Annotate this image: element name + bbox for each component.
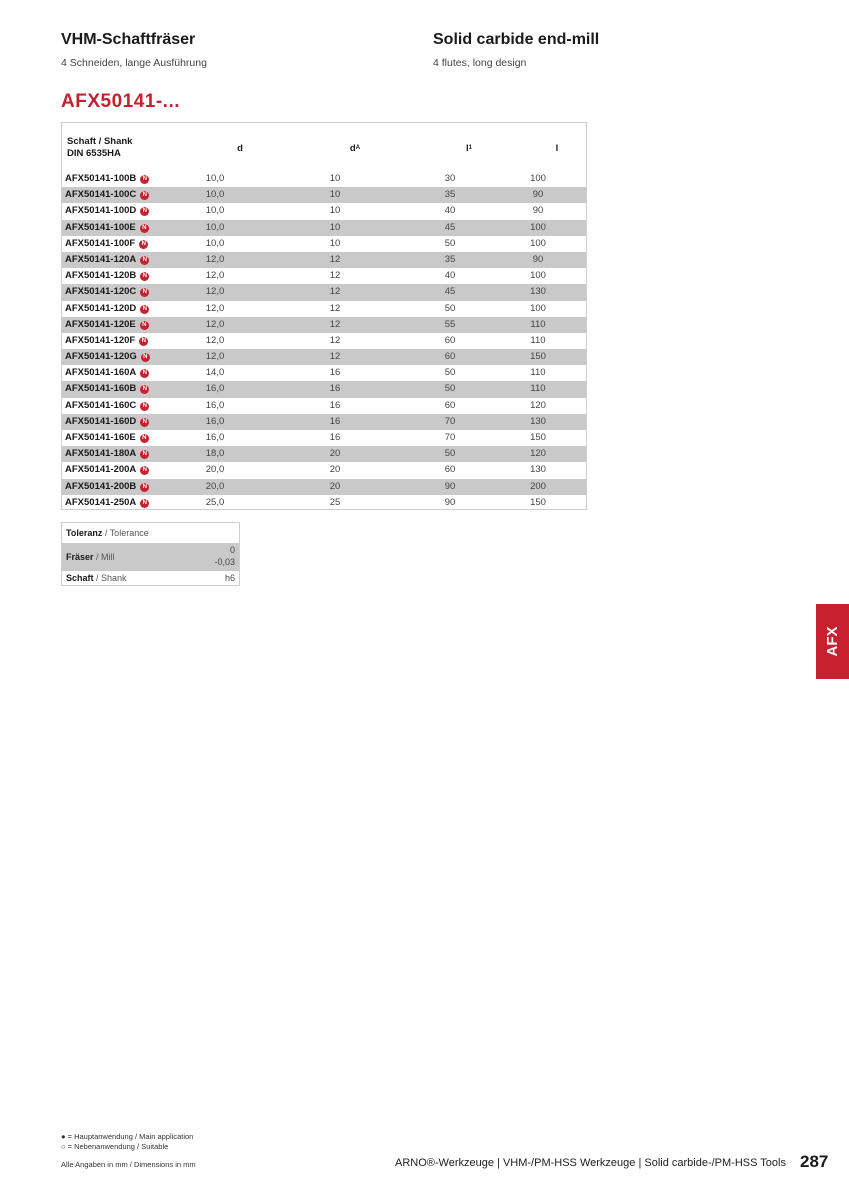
header-l1: [449, 123, 489, 173]
tolerance-shank-de: Schaft: [66, 573, 94, 583]
tolerance-mill-upper: 0: [229, 545, 235, 555]
row-d: 25,0: [205, 496, 225, 508]
row-l: 150: [530, 432, 546, 443]
row-name-text: AFX50141-120F: [65, 334, 136, 346]
row-l: 90: [532, 253, 544, 265]
material-n-icon: N: [140, 256, 149, 265]
material-n-icon: N: [140, 321, 149, 330]
row-dA: 10: [329, 221, 341, 233]
material-n-icon: N: [141, 353, 150, 362]
table-body: [62, 171, 586, 511]
row-name: [65, 400, 149, 411]
row-l: 100: [530, 173, 546, 184]
row-l: 130: [530, 415, 546, 427]
row-d: 10,0: [205, 205, 225, 217]
row-d: 12,0: [205, 253, 225, 265]
material-n-icon: N: [140, 499, 149, 508]
row-l1: 60: [444, 334, 456, 346]
row-name-text: AFX50141-180A: [65, 448, 137, 460]
row-l: 120: [530, 448, 546, 460]
row-d: 16,0: [205, 432, 225, 443]
side-tab-label: AFX: [824, 626, 841, 657]
row-name: [65, 189, 149, 200]
tolerance-mill-de: Fräser: [66, 552, 94, 562]
row-l1: 50: [444, 302, 456, 314]
row-name: [65, 416, 149, 427]
row-d: 10,0: [205, 221, 225, 233]
row-d: 14,0: [205, 367, 225, 379]
row-name-text: AFX50141-120G: [65, 351, 137, 363]
tolerance-title-de: Toleranz: [66, 528, 103, 538]
row-dA: 10: [329, 205, 341, 217]
row-d: 20,0: [205, 480, 225, 492]
row-dA: 16: [329, 432, 341, 443]
row-dA: 12: [329, 351, 341, 363]
row-l: 110: [530, 367, 546, 379]
row-d: 10,0: [205, 189, 225, 201]
table-row: [62, 252, 586, 268]
row-l1: 60: [444, 464, 456, 476]
table-row: [62, 446, 586, 462]
row-d: 16,0: [205, 383, 225, 395]
row-dA: 20: [329, 480, 341, 492]
material-n-icon: N: [140, 191, 149, 200]
row-name-text: AFX50141-250A: [65, 496, 137, 508]
header-dA-sub: A: [355, 145, 361, 151]
header-l1-main: l: [466, 142, 469, 154]
row-l1: 35: [444, 253, 456, 265]
row-name-text: AFX50141-120D: [65, 302, 137, 314]
tolerance-mill-label: [66, 552, 115, 562]
legend-dimensions: Alle Angaben in mm / Dimensions in mm: [61, 1160, 196, 1169]
table-row: [62, 171, 586, 187]
header-d: d: [237, 142, 243, 154]
material-n-icon: N: [140, 224, 149, 233]
material-n-icon: N: [140, 175, 149, 184]
row-l: 90: [532, 189, 544, 201]
tolerance-mill-en: / Mill: [93, 552, 115, 562]
row-dA: 12: [329, 334, 341, 346]
row-l1: 45: [444, 286, 456, 298]
row-name-text: AFX50141-160B: [65, 383, 137, 395]
material-n-icon: N: [140, 483, 149, 492]
material-n-icon: N: [140, 385, 149, 394]
legend-main: ● = Hauptanwendung / Main application: [61, 1132, 194, 1141]
row-d: 12,0: [205, 351, 225, 363]
product-code: AFX50141-...: [61, 91, 180, 112]
table-row: [62, 301, 586, 317]
row-l1: 40: [444, 270, 456, 282]
table-row: [62, 284, 586, 300]
subtitle-de: 4 Schneiden, lange Ausführung: [61, 57, 207, 69]
footer-text: ARNO®-Werkzeuge | VHM-/PM-HSS Werkzeuge | Solid carbide-/PM-HSS Tools: [395, 1157, 786, 1169]
row-dA: 12: [329, 318, 341, 330]
row-name-text: AFX50141-100B: [65, 173, 137, 184]
row-name: [65, 383, 149, 394]
tolerance-title-en: / Tolerance: [102, 528, 149, 538]
row-name: [65, 497, 149, 508]
row-dA: 10: [329, 189, 341, 201]
row-l: 150: [530, 351, 546, 363]
row-dA: 16: [329, 383, 341, 395]
tolerance-table: [61, 522, 240, 586]
row-name: [65, 448, 149, 459]
legend-suitable: ○ = Nebenanwendung / Suitable: [61, 1142, 169, 1151]
table-row: [62, 187, 586, 203]
row-d: 18,0: [205, 448, 225, 460]
row-l1: 30: [444, 173, 456, 184]
row-name: [65, 173, 149, 184]
row-dA: 10: [329, 237, 341, 249]
material-n-icon: N: [140, 288, 149, 297]
row-l1: 90: [444, 480, 456, 492]
header-l1-sub: 1: [468, 145, 472, 151]
row-name-text: AFX50141-100D: [65, 205, 137, 217]
table-row: [62, 236, 586, 252]
row-name-text: AFX50141-200B: [65, 480, 137, 492]
row-name-text: AFX50141-160C: [65, 399, 137, 411]
row-l1: 45: [444, 221, 456, 233]
material-n-icon: N: [140, 418, 149, 427]
material-n-icon: N: [139, 337, 148, 346]
row-l1: 35: [444, 189, 456, 201]
row-dA: 20: [329, 448, 341, 460]
row-d: 12,0: [205, 270, 225, 282]
row-dA: 12: [329, 302, 341, 314]
row-name-text: AFX50141-100F: [65, 237, 136, 249]
table-header: [62, 123, 586, 173]
row-name: [65, 254, 149, 265]
material-n-icon: N: [139, 240, 148, 249]
row-l1: 50: [444, 448, 456, 460]
header-shank: [67, 123, 132, 173]
row-d: 10,0: [205, 173, 225, 184]
table-row: [62, 317, 586, 333]
row-name: [65, 432, 149, 443]
row-dA: 20: [329, 464, 341, 476]
row-l1: 50: [444, 383, 456, 395]
row-d: 12,0: [205, 302, 225, 314]
row-l1: 90: [444, 496, 456, 508]
row-l1: 50: [444, 367, 456, 379]
row-name: [65, 351, 150, 362]
table-row: [62, 220, 586, 236]
row-dA: 16: [329, 415, 341, 427]
table-row: [62, 398, 586, 414]
tolerance-title: [66, 528, 149, 538]
tolerance-shank-en: / Shank: [93, 573, 127, 583]
tolerance-shank-value: h6: [224, 573, 235, 583]
row-name-text: AFX50141-100C: [65, 189, 137, 201]
row-name: [65, 319, 149, 330]
material-n-icon: N: [140, 466, 149, 475]
header-dA: [335, 123, 375, 173]
dimensions-table: [61, 122, 587, 510]
row-l1: 60: [444, 351, 456, 363]
row-dA: 12: [329, 286, 341, 298]
header-shank-line1: Schaft / Shank: [67, 136, 133, 147]
row-name-text: AFX50141-200A: [65, 464, 137, 476]
row-l1: 40: [444, 205, 456, 217]
row-dA: 12: [329, 253, 341, 265]
material-n-icon: N: [140, 305, 149, 314]
row-l: 130: [530, 286, 546, 298]
table-row: [62, 333, 586, 349]
side-tab: [816, 604, 849, 679]
row-name-text: AFX50141-120C: [65, 286, 137, 298]
table-row: [62, 430, 586, 446]
row-dA: 16: [329, 399, 341, 411]
row-dA: 16: [329, 367, 341, 379]
material-n-icon: N: [140, 207, 149, 216]
table-row: [62, 349, 586, 365]
page-number: 287: [800, 1152, 829, 1171]
row-name: [65, 464, 149, 475]
row-dA: 10: [329, 173, 341, 184]
row-dA: 25: [329, 496, 341, 508]
table-row: [62, 495, 586, 511]
subtitle-en: 4 flutes, long design: [433, 57, 527, 69]
header-dA-main: d: [349, 142, 356, 154]
material-n-icon: N: [140, 402, 149, 411]
title-de: VHM-Schaftfräser: [61, 31, 196, 48]
header-l: l: [555, 142, 559, 154]
row-d: 12,0: [205, 334, 225, 346]
material-n-icon: N: [140, 450, 149, 459]
row-l: 100: [530, 237, 546, 249]
row-name: [65, 286, 149, 297]
row-l: 100: [530, 221, 546, 233]
row-l: 110: [530, 334, 546, 346]
row-name: [65, 238, 148, 249]
table-row: [62, 414, 586, 430]
row-name: [65, 222, 149, 233]
row-l: 90: [532, 205, 544, 217]
row-name-text: AFX50141-100E: [65, 221, 136, 233]
row-l1: 70: [444, 415, 456, 427]
table-row: [62, 268, 586, 284]
row-l1: 60: [444, 399, 456, 411]
row-name-text: AFX50141-160E: [65, 432, 136, 443]
row-l: 100: [530, 302, 546, 314]
row-l: 150: [530, 496, 546, 508]
tolerance-header-row: [62, 523, 239, 543]
row-d: 20,0: [205, 464, 225, 476]
title-en: Solid carbide end-mill: [433, 31, 600, 48]
row-name-text: AFX50141-160A: [65, 367, 137, 379]
row-d: 10,0: [205, 237, 225, 249]
row-d: 16,0: [205, 415, 225, 427]
row-name: [65, 205, 149, 216]
row-name: [65, 335, 148, 346]
header-shank-line2: DIN 6535HA: [67, 148, 121, 159]
row-name: [65, 367, 149, 378]
row-l: 200: [530, 480, 546, 492]
material-n-icon: N: [140, 369, 149, 378]
row-dA: 12: [329, 270, 341, 282]
row-l: 130: [530, 464, 546, 476]
row-l: 100: [530, 270, 546, 282]
row-l: 120: [530, 399, 546, 411]
table-row: [62, 479, 586, 495]
row-d: 16,0: [205, 399, 225, 411]
row-l1: 70: [444, 432, 456, 443]
row-d: 12,0: [205, 286, 225, 298]
material-n-icon: N: [140, 434, 149, 443]
row-l: 110: [530, 318, 546, 330]
table-row: [62, 365, 586, 381]
row-name-text: AFX50141-120E: [65, 318, 136, 330]
row-name-text: AFX50141-120A: [65, 253, 137, 265]
row-l1: 55: [444, 318, 456, 330]
row-d: 12,0: [205, 318, 225, 330]
table-row: [62, 462, 586, 478]
row-name-text: AFX50141-120B: [65, 270, 137, 282]
table-row: [62, 381, 586, 397]
tolerance-mill-lower: -0,03: [214, 557, 235, 567]
row-l: 110: [530, 383, 546, 395]
row-name: [65, 270, 149, 281]
tolerance-mill-row: [62, 543, 239, 571]
row-l1: 50: [444, 237, 456, 249]
row-name-text: AFX50141-160D: [65, 415, 137, 427]
tolerance-shank-row: [62, 571, 239, 587]
row-name: [65, 303, 149, 314]
material-n-icon: N: [140, 272, 149, 281]
tolerance-shank-label: [66, 573, 127, 583]
table-row: [62, 203, 586, 219]
row-name: [65, 481, 149, 492]
